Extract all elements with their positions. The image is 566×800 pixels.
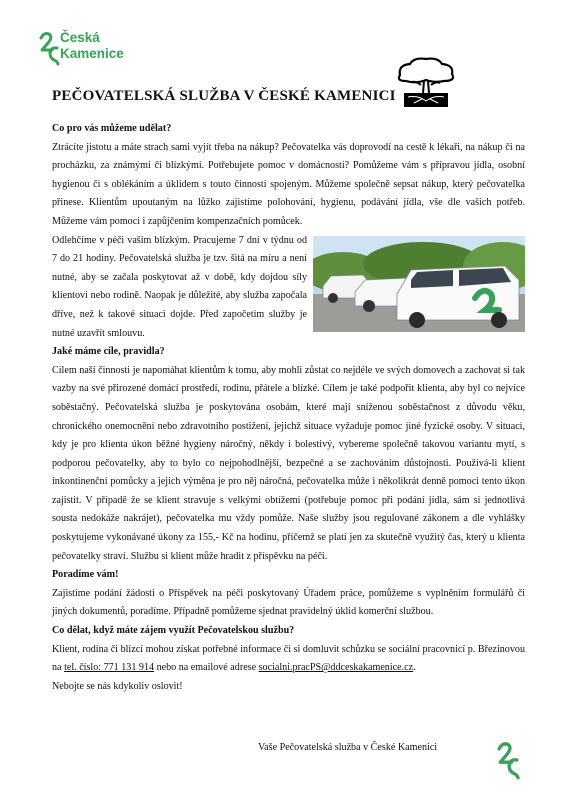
section-text-contact: [52, 641, 525, 678]
logo-line-2: Kamenice: [60, 46, 124, 61]
section-heading-advice: Poradíme vám!: [52, 569, 119, 581]
section-text-goals: Cílem naší činnosti je napomáhat klientům k tomu, aby mohli zůstat co nejdéle ve svých domovech a zachovat si tak vazby na své přirozené domácí prostředí, rodinu, přátele a blízké. Cílem je také podpořit klienta, aby byl co nejvíce soběstačný. Pečovatelská služba je poskytována osobám, které mají sníženou soběstačnost z důvodu věku, chronického onemocnění nebo zdravotního postižení, jejichž situace vyžaduje pomoc jiné fyzické osoby. V situaci, kdy je pro klienta úkon běžné hygieny náročný, někdy i bolestivý, vybereme společně takovou variantu mytí, s podporou pečovatelky, aby to bylo co nejpohodlnější, bezpečné a se zachováním důstojnosti. Používá-li klient inkontinenční pomůcky a jejich výměna je pro něj náročná, pečovatelka může i několikrát denně pomoci tento úkon zajistit. V případě že se klient stravuje s velkými obtížemi (potřebuje pomoc při podání jídla, sám si jednotlivá sousta nedokáže nakrájet), pečovatelka mu vždy pomůže. Naše služby jsou regulované zákonem a dle vyhlášky poskytujeme vykonávané úkony za 155,- Kč na hodinu, přičemž se platí jen za skutečně využitý čas, který u klienta pečovatelky straví. Službu si klient může hradit z příspěvku na péči.: [52, 364, 525, 562]
section-text-what-we-do: Ztrácíte jistotu a máte strach sami vyjít třeba na nákup? Pečovatelka vás doprovodí na cestě k lékaři, na nákup či na procházku, za známými či blízkými. Potřebujete pomoc v domácnosti? Pomůžeme vám s přípravou jídla, osobní hygienou či s oblékáním a úklidem s touto činností spojeným. Můžeme společně sepsat nákup, který pečovatelka přinese. Klientům upoutaným na lůžko zajistíme polohování, hygienu, podávání jídla, vše dle vašich potřeb. Můžeme vám pomoci i zapůjčením kompenzačních pomůcek.: [52, 141, 525, 227]
ceska-kamenice-emblem-icon: [38, 30, 60, 66]
contact-mid: nebo na emailové adrese: [156, 662, 257, 674]
content-body: [52, 120, 525, 696]
contact-intro: Klient, rodina či blízcí mohou získat potřebné informace či si domluvit schůzku se sociální pracovnicí p. Březinovou na: [52, 643, 525, 674]
footer-signature: Vaše Pečovatelská služba v České Kamenici: [258, 742, 438, 753]
phone-link[interactable]: tel. číslo: 771 131 914: [64, 662, 155, 674]
logo-line-1: Česká: [60, 30, 100, 45]
section-text-advice: Zajistíme podání žádosti o Příspěvek na péči poskytovaný Úřadem práce, pomůžeme s vyplněním formulářů či jiných dokumentů, poradíme. Případně pomůžeme sjednat pravidelný úklid komerční službou.: [52, 587, 525, 618]
page-title: PEČOVATELSKÁ SLUŽBA V ČESKÉ KAMENICI: [52, 88, 396, 104]
section-text-relief: Odlehčíme v péči vašim blízkým. Pracujeme 7 dní v týdnu od 7 do 21 hodiny. Pečovatelská služba je tzv. šitá na míru a není nutné, aby se začala poskytovat až v době, kdy dojdou síly klientovi nebo rodině. Naopak je důležité, aby služba započala dříve, než k takové situaci dojde. Před započetím služby je nutné uzavřít smlouvu.: [52, 234, 307, 339]
section-heading-contact: Co dělat, když máte zájem využít Pečovatelskou službu?: [52, 625, 295, 637]
email-link[interactable]: socialni.pracPS@ddceskakamenice.cz: [258, 662, 414, 674]
service-cars-photo: [313, 236, 525, 332]
contact-period: .: [413, 662, 416, 674]
section-heading-goals: Jaké máme cíle, pravidla?: [52, 346, 165, 358]
footer-emblem-icon: [490, 740, 526, 780]
closing-line: Nebojte se nás kdykoliv oslovit!: [52, 680, 183, 692]
section-heading-what-we-do: Co pro vás můžeme udělat?: [52, 123, 172, 134]
ceska-kamenice-logo: [38, 30, 148, 70]
tree-logo-icon: [394, 55, 458, 111]
